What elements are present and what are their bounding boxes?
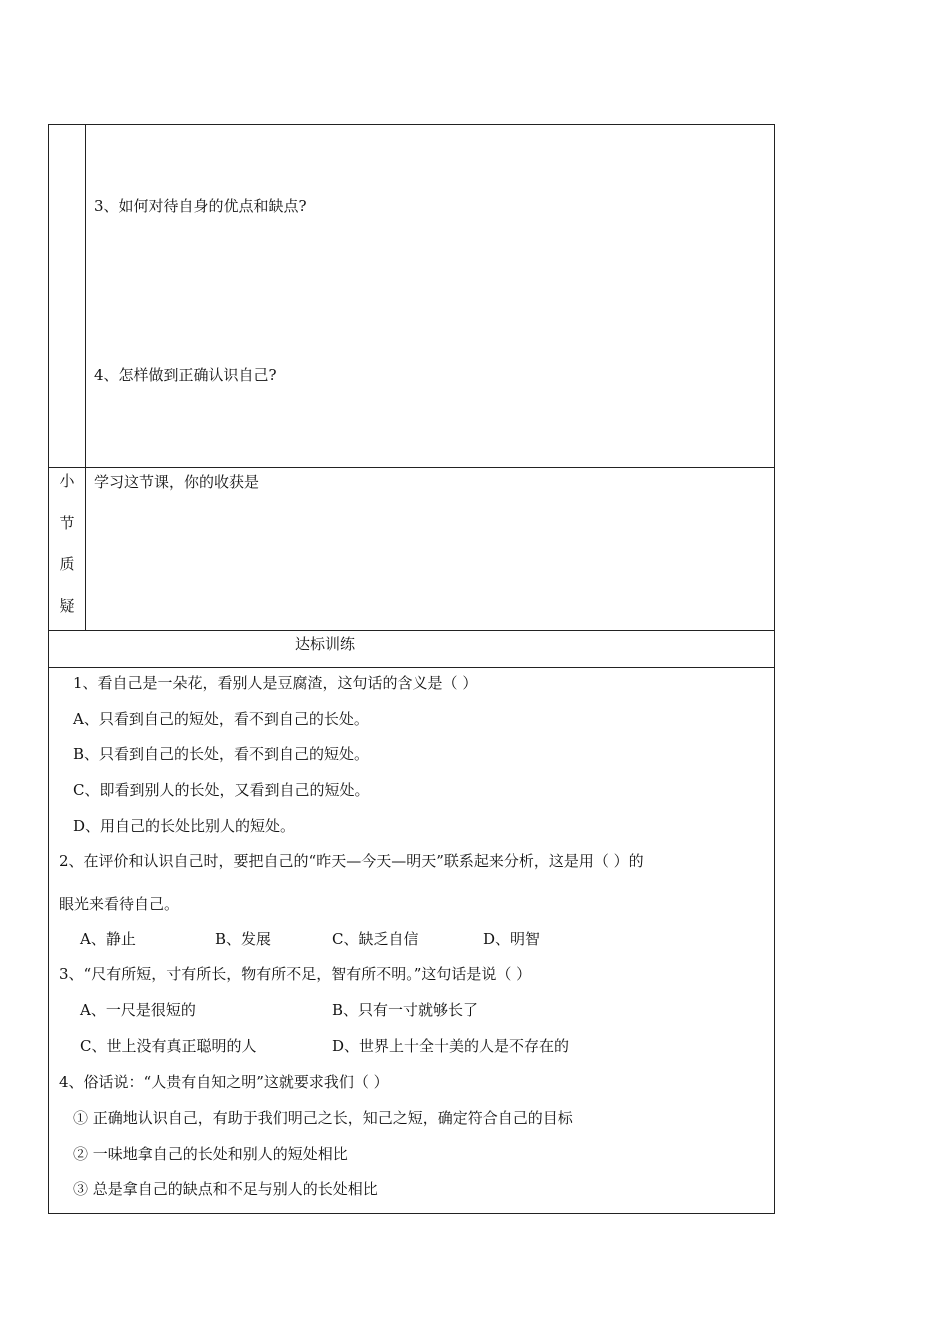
- q2-option-c: C、缺乏自信: [332, 930, 419, 948]
- summary-label-char-1: 小: [59, 472, 75, 490]
- column-divider: [85, 125, 86, 630]
- question-3-prompt: 3、如何对待自身的优点和缺点?: [94, 197, 307, 215]
- q3-option-b: B、只有一寸就够长了: [332, 1001, 479, 1019]
- q2-stem-line2: 眼光来看待自己。: [59, 895, 180, 913]
- q3-option-d: D、世界上十全十美的人是不存在的: [332, 1037, 570, 1055]
- q1-option-a: A、只看到自己的短处，看不到自己的长处。: [73, 710, 369, 728]
- summary-prompt: 学习这节课，你的收获是: [94, 473, 260, 491]
- q3-stem: 3、“尺有所短，寸有所长，物有所不足，智有所不明。”这句话是说（ ）: [59, 965, 532, 983]
- q3-option-a: A、一尺是很短的: [80, 1001, 196, 1019]
- q4-option-2: ② 一味地拿自己的长处和别人的短处相比: [73, 1145, 348, 1163]
- q1-option-c: C、即看到别人的长处，又看到自己的短处。: [73, 781, 370, 799]
- row-divider-summary: [49, 467, 774, 468]
- summary-label-char-3: 质: [59, 555, 75, 573]
- q1-option-b: B、只看到自己的长处，看不到自己的短处。: [73, 745, 370, 763]
- q4-option-1: ① 正确地认识自己，有助于我们明己之长，知己之短，确定符合自己的目标: [73, 1109, 573, 1127]
- q3-option-c: C、世上没有真正聪明的人: [80, 1037, 257, 1055]
- q2-option-a: A、静止: [80, 930, 136, 948]
- q2-option-d: D、明智: [483, 930, 541, 948]
- section-title: 达标训练: [295, 635, 356, 653]
- row-divider-questions: [49, 667, 774, 668]
- summary-label-char-4: 疑: [59, 597, 75, 615]
- q1-stem: 1、看自己是一朵花，看别人是豆腐渣，这句话的含义是（ ）: [73, 674, 478, 692]
- q1-option-d: D、用自己的长处比别人的短处。: [73, 817, 296, 835]
- question-4-prompt: 4、怎样做到正确认识自己?: [94, 366, 277, 384]
- q4-stem: 4、俗话说：“人贵有自知之明”这就要求我们（ ）: [59, 1073, 389, 1091]
- row-divider-section: [49, 630, 774, 631]
- q2-option-b: B、发展: [215, 930, 272, 948]
- summary-label-char-2: 节: [59, 514, 75, 532]
- worksheet-table: [48, 124, 775, 1214]
- q2-stem-line1: 2、在评价和认识自己时，要把自己的“昨天—今天—明天”联系起来分析，这是用（ ）的: [59, 852, 644, 870]
- q4-option-3: ③ 总是拿自己的缺点和不足与别人的长处相比: [73, 1180, 378, 1198]
